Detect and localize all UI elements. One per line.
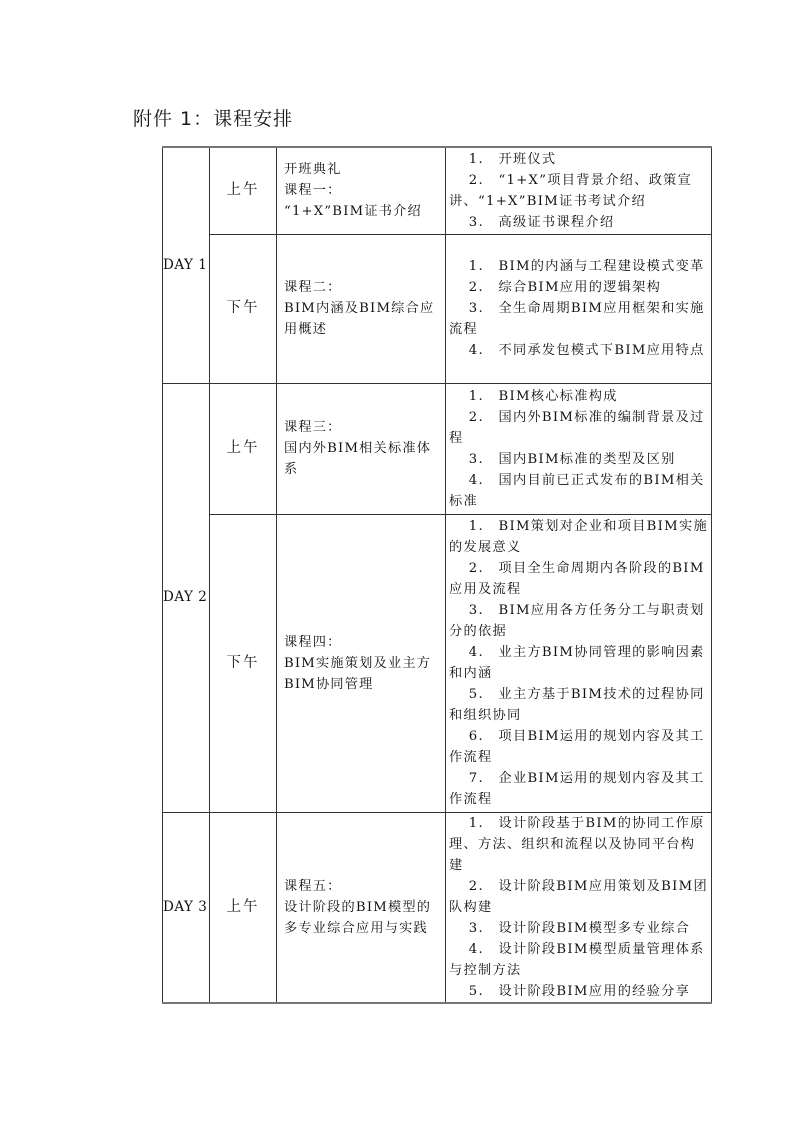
period-cell [210,383,277,514]
course-line: 课程四： [284,634,342,650]
table-row [163,514,712,812]
topic-item: 4. 设计阶段BIM模型质量管理体系与控制方法 [449,941,705,978]
topic-item: 1. 开班仪式 [468,151,557,167]
day-label: DAY 2 [163,589,208,605]
period-label: 下午 [226,654,260,671]
topic-item: 2. 国内外BIM标准的编制背景及过程 [449,409,705,446]
table-row [163,234,712,383]
period-label: 上午 [226,182,260,199]
course-line: BIM内涵及BIM综合应用概述 [284,301,435,337]
topic-item: 4. 国内目前已正式发布的BIM相关标准 [449,472,705,509]
period-cell [210,514,277,812]
course-schedule-table [162,146,712,1004]
topic-item: 3. 全生命周期BIM应用框架和实施流程 [449,301,705,337]
course-cell [277,234,446,383]
topic-item: 1. BIM的内涵与工程建设模式变革 [468,259,705,274]
topic-item: 1. BIM策划对企业和项目BIM实施的发展意义 [449,519,708,555]
period-label: 下午 [226,300,260,316]
topics-cell [446,514,712,812]
course-line: 课程二： [284,280,342,295]
topic-item: 2. 项目全生命周期内各阶段的BIM应用及流程 [449,561,705,597]
period-label: 上午 [226,440,260,456]
topic-item: 5. 设计阶段BIM应用的经验分享 [468,983,691,999]
topic-item: 5. 业主方基于BIM技术的过程协同和组织协同 [449,687,705,723]
course-line: 课程五： [284,878,342,894]
topic-item: 3. 国内BIM标准的类型及区别 [468,451,676,467]
topic-item: 3. 设计阶段BIM模型多专业综合 [468,920,691,936]
course-line: 课程一： [284,183,342,199]
course-line: 设计阶段的BIM模型的多专业综合应用与实践 [284,899,432,936]
topic-item: 7. 企业BIM运用的规划内容及其工作流程 [449,771,705,807]
topic-item: 2. “1+X”项目背景介绍、政策宣讲、“1+X”BIM证书考试介绍 [449,172,693,209]
topics-cell [446,234,712,383]
course-line: BIM实施策划及业主方BIM协同管理 [284,655,432,692]
day-label: DAY 3 [163,898,208,915]
table-row [163,147,712,234]
topic-item: 4. 业主方BIM协同管理的影响因素和内涵 [449,645,705,681]
course-line: 开班典礼 [284,162,342,178]
course-cell [277,147,446,234]
day-label-cell [163,383,210,812]
topics-cell [446,147,712,234]
course-line: 课程三： [284,420,342,435]
period-label: 上午 [226,898,260,915]
period-cell [210,147,277,234]
day-label-cell [163,812,210,1003]
course-cell [277,383,446,514]
topic-item: 6. 项目BIM运用的规划内容及其工作流程 [449,729,705,765]
topic-item: 1. BIM核心标准构成 [468,388,618,404]
topics-cell [446,383,712,514]
topic-item: 1. 设计阶段基于BIM的协同工作原理、方法、组织和流程以及协同平台构建 [449,815,705,873]
table-row [163,383,712,514]
topic-item: 3. BIM应用各方任务分工与职责划分的依据 [449,603,705,639]
table-row [163,812,712,1003]
page-title: 附件 1：课程安排 [133,108,294,130]
course-line: “1+X”BIM证书介绍 [284,204,422,220]
day-label: DAY 1 [163,256,208,273]
course-cell [277,812,446,1003]
topics-cell [446,812,712,1003]
course-line: 国内外BIM相关标准体系 [284,441,432,477]
period-cell [210,812,277,1003]
topic-item: 2. 综合BIM应用的逻辑架构 [468,280,662,295]
period-cell [210,234,277,383]
course-cell [277,514,446,812]
day-label-cell [163,147,210,383]
topic-item: 3. 高级证书课程介绍 [468,214,615,230]
topic-item: 4. 不同承发包模式下BIM应用特点 [468,343,705,358]
topic-item: 2. 设计阶段BIM应用策划及BIM团队构建 [449,878,708,915]
